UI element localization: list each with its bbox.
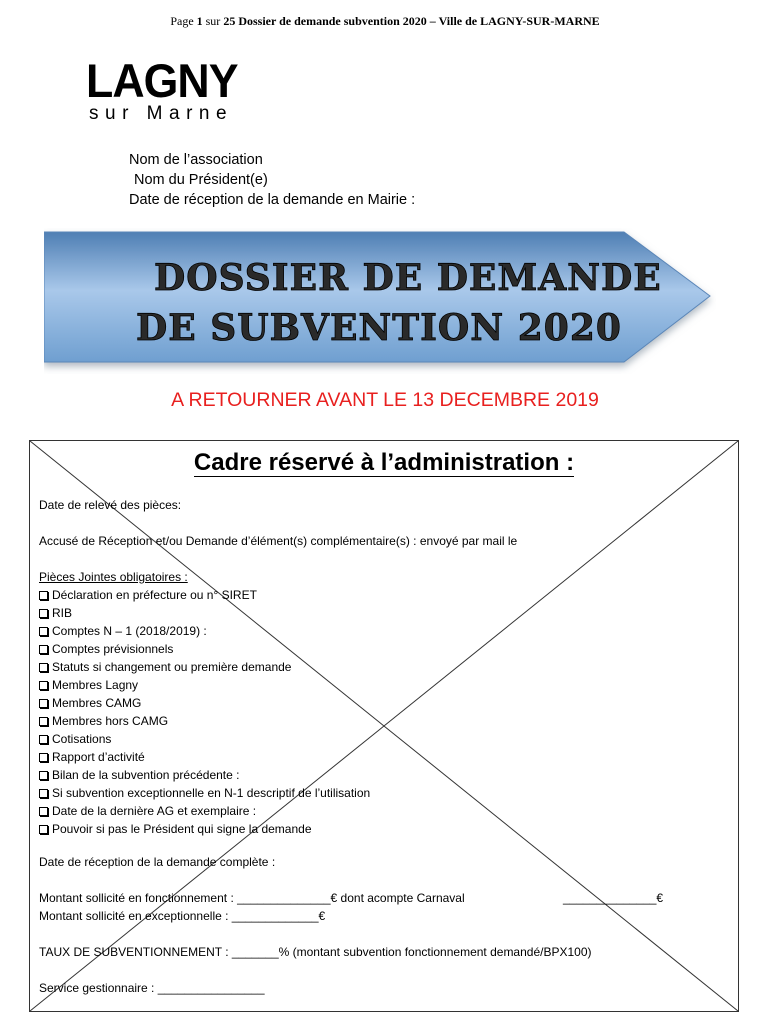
doc-title: Dossier de demande subvention 2020 – Ville de LAGNY-SUR-MARNE: [238, 14, 600, 28]
checklist-item-label: Cotisations: [52, 732, 112, 746]
banner-line-1: DOSSIER DE DEMANDE: [154, 257, 662, 299]
checklist-item: [39, 606, 72, 620]
checklist-item-label: Rapport d’activité: [52, 750, 145, 764]
president-name-label: Nom du Président(e): [134, 172, 268, 188]
banner-line-2: DE SUBVENTION 2020: [136, 307, 622, 349]
montant-exceptionnel-label: Montant sollicité en exceptionnelle : _____________€: [39, 909, 326, 923]
checklist-item: [39, 768, 239, 782]
checkbox-icon[interactable]: [39, 771, 48, 780]
checklist-item-label: Bilan de la subvention précédente :: [52, 768, 240, 782]
checkbox-icon[interactable]: [39, 609, 48, 618]
checklist-item-label: Si subvention exceptionnelle en N-1 descriptif de l’utilisation: [52, 786, 371, 800]
association-name-label: Nom de l’association: [129, 152, 263, 168]
admin-box-title: Cadre réservé à l’administration :: [193, 449, 575, 476]
checklist-item: [39, 714, 168, 728]
logo-main-text: LAGNY: [86, 54, 238, 107]
montant-fonctionnement-label: Montant sollicité en fonctionnement : ______________€ dont acompte Carnaval: [39, 891, 465, 905]
checklist-item: [39, 732, 111, 746]
montant-carnaval-blank: ______________€: [563, 891, 664, 905]
arrow-banner-shape: [44, 228, 716, 374]
checklist-item-label: Membres Lagny: [52, 678, 139, 692]
checklist-item: [39, 822, 312, 836]
checklist-item: [39, 696, 141, 710]
checklist-item-label: Membres CAMG: [52, 696, 142, 710]
checkbox-icon[interactable]: [39, 825, 48, 834]
checkbox-icon[interactable]: [39, 735, 48, 744]
page-number: 1: [196, 14, 203, 28]
checklist-item-label: Date de la dernière AG et exemplaire :: [52, 804, 257, 818]
page-total: 25: [223, 14, 236, 28]
checklist-item-label: Pouvoir si pas le Président qui signe la demande: [52, 822, 312, 836]
checkbox-icon[interactable]: [39, 753, 48, 762]
checklist-item: [39, 750, 145, 764]
checkbox-icon[interactable]: [39, 717, 48, 726]
lagny-logo: [86, 54, 286, 124]
association-info: [129, 150, 415, 210]
checklist-item-label: Membres hors CAMG: [52, 714, 169, 728]
checklist-item-label: Comptes prévisionnels: [52, 642, 174, 656]
checklist-item: [39, 786, 370, 800]
checklist-item: [39, 804, 256, 818]
checkbox-icon[interactable]: [39, 591, 48, 600]
checkbox-icon[interactable]: [39, 681, 48, 690]
checklist-item: [39, 642, 173, 656]
logo-sub-text: sur Marne: [89, 103, 234, 124]
admin-reserved-box: [29, 440, 739, 1012]
checkbox-icon[interactable]: [39, 807, 48, 816]
taux-subvention-label: TAUX DE SUBVENTIONNEMENT : _______% (montant subvention fonctionnement demandé/BPX100): [39, 945, 592, 959]
service-gestionnaire-label: Service gestionnaire : ________________: [39, 981, 265, 995]
checklist-item-label: Comptes N – 1 (2018/2019) :: [52, 624, 207, 638]
checklist-item: [39, 678, 138, 692]
checklist-item-label: RIB: [52, 606, 73, 620]
reception-date-label: Date de réception de la demande en Mairie :: [129, 192, 416, 208]
pieces-jointes-title: Pièces Jointes obligatoires :: [39, 570, 188, 584]
complete-date-label: Date de réception de la demande complète :: [39, 855, 276, 869]
accuse-reception-label: Accusé de Réception et/ou Demande d’élément(s) complémentaire(s) : envoyé par mail le: [39, 534, 518, 548]
checklist-item: [39, 624, 207, 638]
checkbox-icon[interactable]: [39, 627, 48, 636]
checklist-item: [39, 660, 291, 674]
checklist-item-label: Statuts si changement ou première demande: [52, 660, 292, 674]
checklist-item: [39, 588, 257, 602]
title-banner: [44, 228, 716, 374]
return-deadline-note: A RETOURNER AVANT LE 13 DECEMBRE 2019: [171, 389, 599, 411]
releve-date-label: Date de relevé des pièces:: [39, 498, 182, 512]
checkbox-icon[interactable]: [39, 789, 48, 798]
page-header: Page 1 sur 25 Dossier de demande subvention 2020 – Ville de LAGNY-SUR-MARNE: [170, 14, 600, 28]
checkbox-icon[interactable]: [39, 663, 48, 672]
checkbox-icon[interactable]: [39, 645, 48, 654]
checkbox-icon[interactable]: [39, 699, 48, 708]
checklist-item-label: Déclaration en préfecture ou n° SIRET: [52, 588, 257, 602]
